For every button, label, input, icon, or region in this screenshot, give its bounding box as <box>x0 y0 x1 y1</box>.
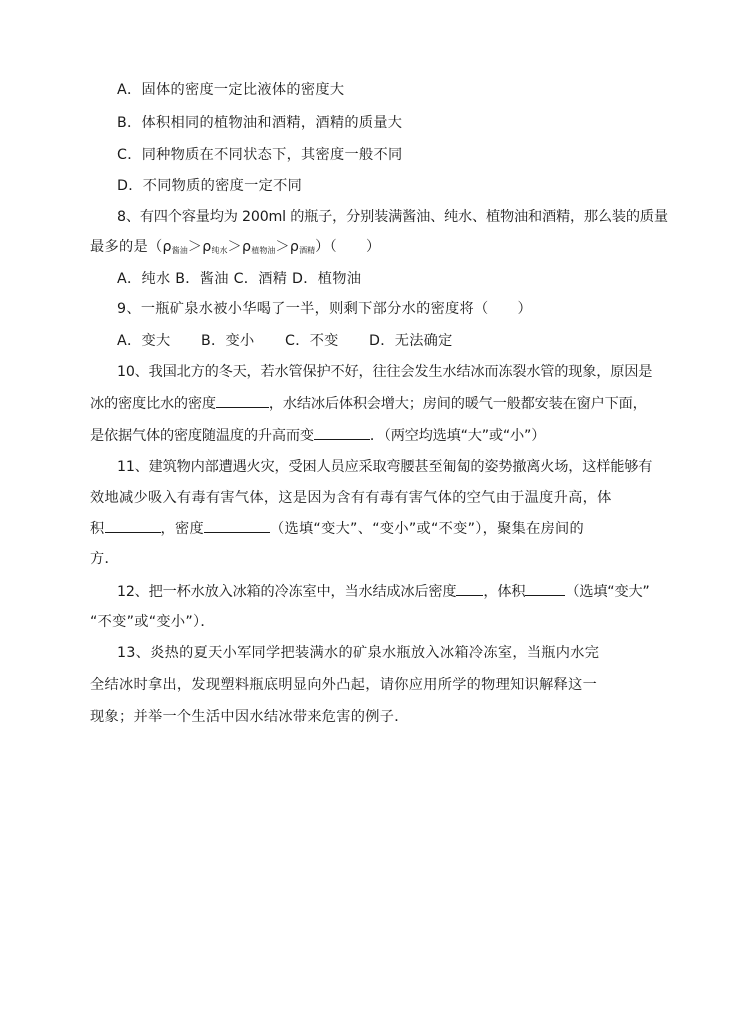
q7-option-b: B．体积相同的植物油和酒精，酒精的质量大 <box>117 115 403 131</box>
q11-line4: 方． <box>90 551 119 567</box>
q9-options <box>117 331 453 351</box>
q10-line2 <box>90 393 647 414</box>
q10-line2-b: ，水结冰后体积会增大；房间的暖气一般都安装在窗户下面， <box>268 396 647 412</box>
q8-gt2: ＞ρ <box>227 239 252 255</box>
q10-line3-a: 是依据气体的密度随温度的升高而变 <box>90 428 314 444</box>
q11-line1: 11、建筑物内部遭遇火灾，受困人员应采取弯腰甚至匍匐的姿势撤离火场，这样能够有 <box>117 459 653 475</box>
q9-stem: 9、一瓶矿泉水被小华喝了一半，则剩下部分水的密度将（ ） <box>117 301 532 317</box>
q11-line3-b: ，密度 <box>160 521 204 537</box>
q12-blank-2 <box>525 581 565 596</box>
q9-option-d: D．无法确定 <box>369 333 453 349</box>
q8-stem-line2 <box>90 237 380 261</box>
q11-blank-1 <box>105 518 161 533</box>
q8-stem-line1: 8、有四个容量均为 200ml 的瓶子，分别装满酱油、纯水、植物油和酒精，那么装的质量 <box>117 209 668 225</box>
q9-option-c: C．不变 <box>285 333 339 349</box>
q8-sub-oil: 植物油 <box>251 246 276 255</box>
q8-sub-soy: 酱油 <box>171 246 188 255</box>
q12-line1-a: 12、把一杯水放入冰箱的冷冻室中，当水结成冰后密度 <box>117 584 457 600</box>
q10-blank-2 <box>314 425 370 440</box>
q7-option-d: D．不同物质的密度一定不同 <box>117 178 303 194</box>
q12-blank-1 <box>456 581 483 596</box>
q8-gt3: ＞ρ <box>275 239 300 255</box>
q12-line1 <box>117 581 650 602</box>
q8-gt1: ＞ρ <box>187 239 212 255</box>
q11-line3 <box>90 518 584 539</box>
q10-line2-a: 冰的密度比水的密度 <box>90 396 216 412</box>
q7-option-c: C．同种物质在不同状态下，其密度一般不同 <box>117 147 403 163</box>
q10-blank-1 <box>216 393 269 408</box>
q8-sub-water: 纯水 <box>211 246 228 255</box>
q13-line3: 现象；并举一个生活中因水结冰带来危害的例子． <box>90 709 409 725</box>
q8-sub-alcohol: 酒精 <box>299 246 316 255</box>
q13-line1: 13、炎热的夏天小军同学把装满水的矿泉水瓶放入冰箱冷冻室，当瓶内水完 <box>117 645 600 661</box>
q11-line3-a: 积 <box>90 521 105 537</box>
q13-line2: 全结冰时拿出，发现塑料瓶底明显向外凸起，请你应用所学的物理知识解释这一 <box>90 677 598 693</box>
q8-line2-start: 最多的是（ρ <box>90 239 172 255</box>
q12-line1-c: （选填“变大” <box>565 584 650 600</box>
q9-option-a: A．变大 <box>117 333 171 349</box>
q10-line1: 10、我国北方的冬天，若水管保护不好，往往会发生水结冰而冻裂水管的现象，原因是 <box>117 364 653 380</box>
q11-blank-2 <box>204 518 270 533</box>
q12-line1-b: ，体积 <box>483 584 526 600</box>
q10-line3-b: ．（两空均选填“大”或“小”） <box>369 428 546 444</box>
q8-options: A．纯水 B．酱油 C．酒精 D．植物油 <box>117 271 362 287</box>
q10-line3 <box>90 425 545 446</box>
q9-option-b: B．变小 <box>201 333 255 349</box>
q8-line2-end: ）（ ） <box>315 239 381 255</box>
q7-option-a: A．固体的密度一定比液体的密度大 <box>117 82 345 98</box>
q11-line2: 效地减少吸入有毒有害气体，这是因为含有有毒有害气体的空气由于温度升高，体 <box>90 490 612 506</box>
q12-line2: “不变”或“变小”）． <box>90 614 215 630</box>
q11-line3-c: （选填“变大”、“变小”或“不变”），聚集在房间的 <box>269 521 585 537</box>
